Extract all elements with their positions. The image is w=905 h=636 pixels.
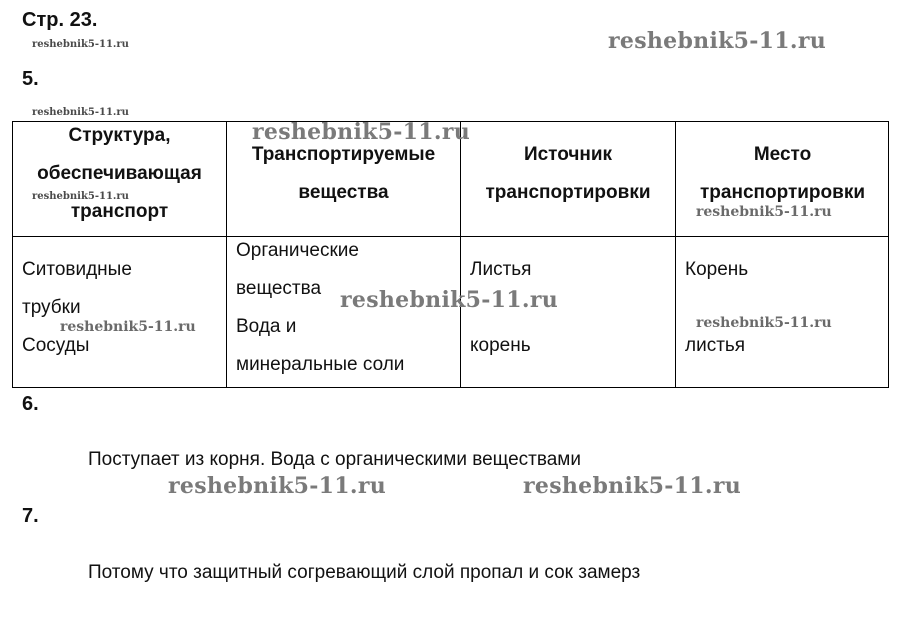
section-7-number: 7.: [22, 505, 39, 527]
watermark: reshebnik5-11.ru: [696, 204, 832, 220]
table-header-source: Источник транспортировки: [485, 144, 651, 203]
watermark: reshebnik5-11.ru: [696, 315, 832, 331]
table-cell-structure: Ситовидные трубки Сосуды: [22, 259, 132, 356]
table-header-substances: Транспортируемые вещества: [251, 144, 436, 203]
watermark: reshebnik5-11.ru: [608, 28, 827, 54]
section-7-answer: Потому что защитный согревающий слой пропал и сок замерз: [88, 562, 641, 583]
section-5-number: 5.: [22, 68, 39, 90]
section-6-number: 6.: [22, 393, 39, 415]
watermark: reshebnik5-11.ru: [523, 473, 742, 499]
table-row-divider: [12, 236, 889, 237]
watermark: reshebnik5-11.ru: [60, 319, 196, 335]
page-number: Стр. 23.: [22, 9, 98, 31]
watermark: reshebnik5-11.ru: [32, 107, 129, 118]
table-cell-destination: Корень листья: [685, 259, 749, 356]
section-6-answer: Поступает из корня. Вода с органическими веществами: [88, 449, 581, 470]
watermark: reshebnik5-11.ru: [32, 191, 129, 202]
table-header-structure: Структура, обеспечивающая транспорт: [37, 125, 202, 222]
watermark: reshebnik5-11.ru: [168, 473, 387, 499]
watermark: reshebnik5-11.ru: [32, 39, 129, 50]
table-cell-source: Листья корень: [470, 259, 532, 356]
watermark: reshebnik5-11.ru: [340, 287, 559, 313]
table-header-destination: Место транспортировки: [699, 144, 866, 203]
table-cell-substances: Органические вещества Вода и минеральные соли: [236, 240, 405, 375]
watermark: reshebnik5-11.ru: [252, 119, 471, 145]
